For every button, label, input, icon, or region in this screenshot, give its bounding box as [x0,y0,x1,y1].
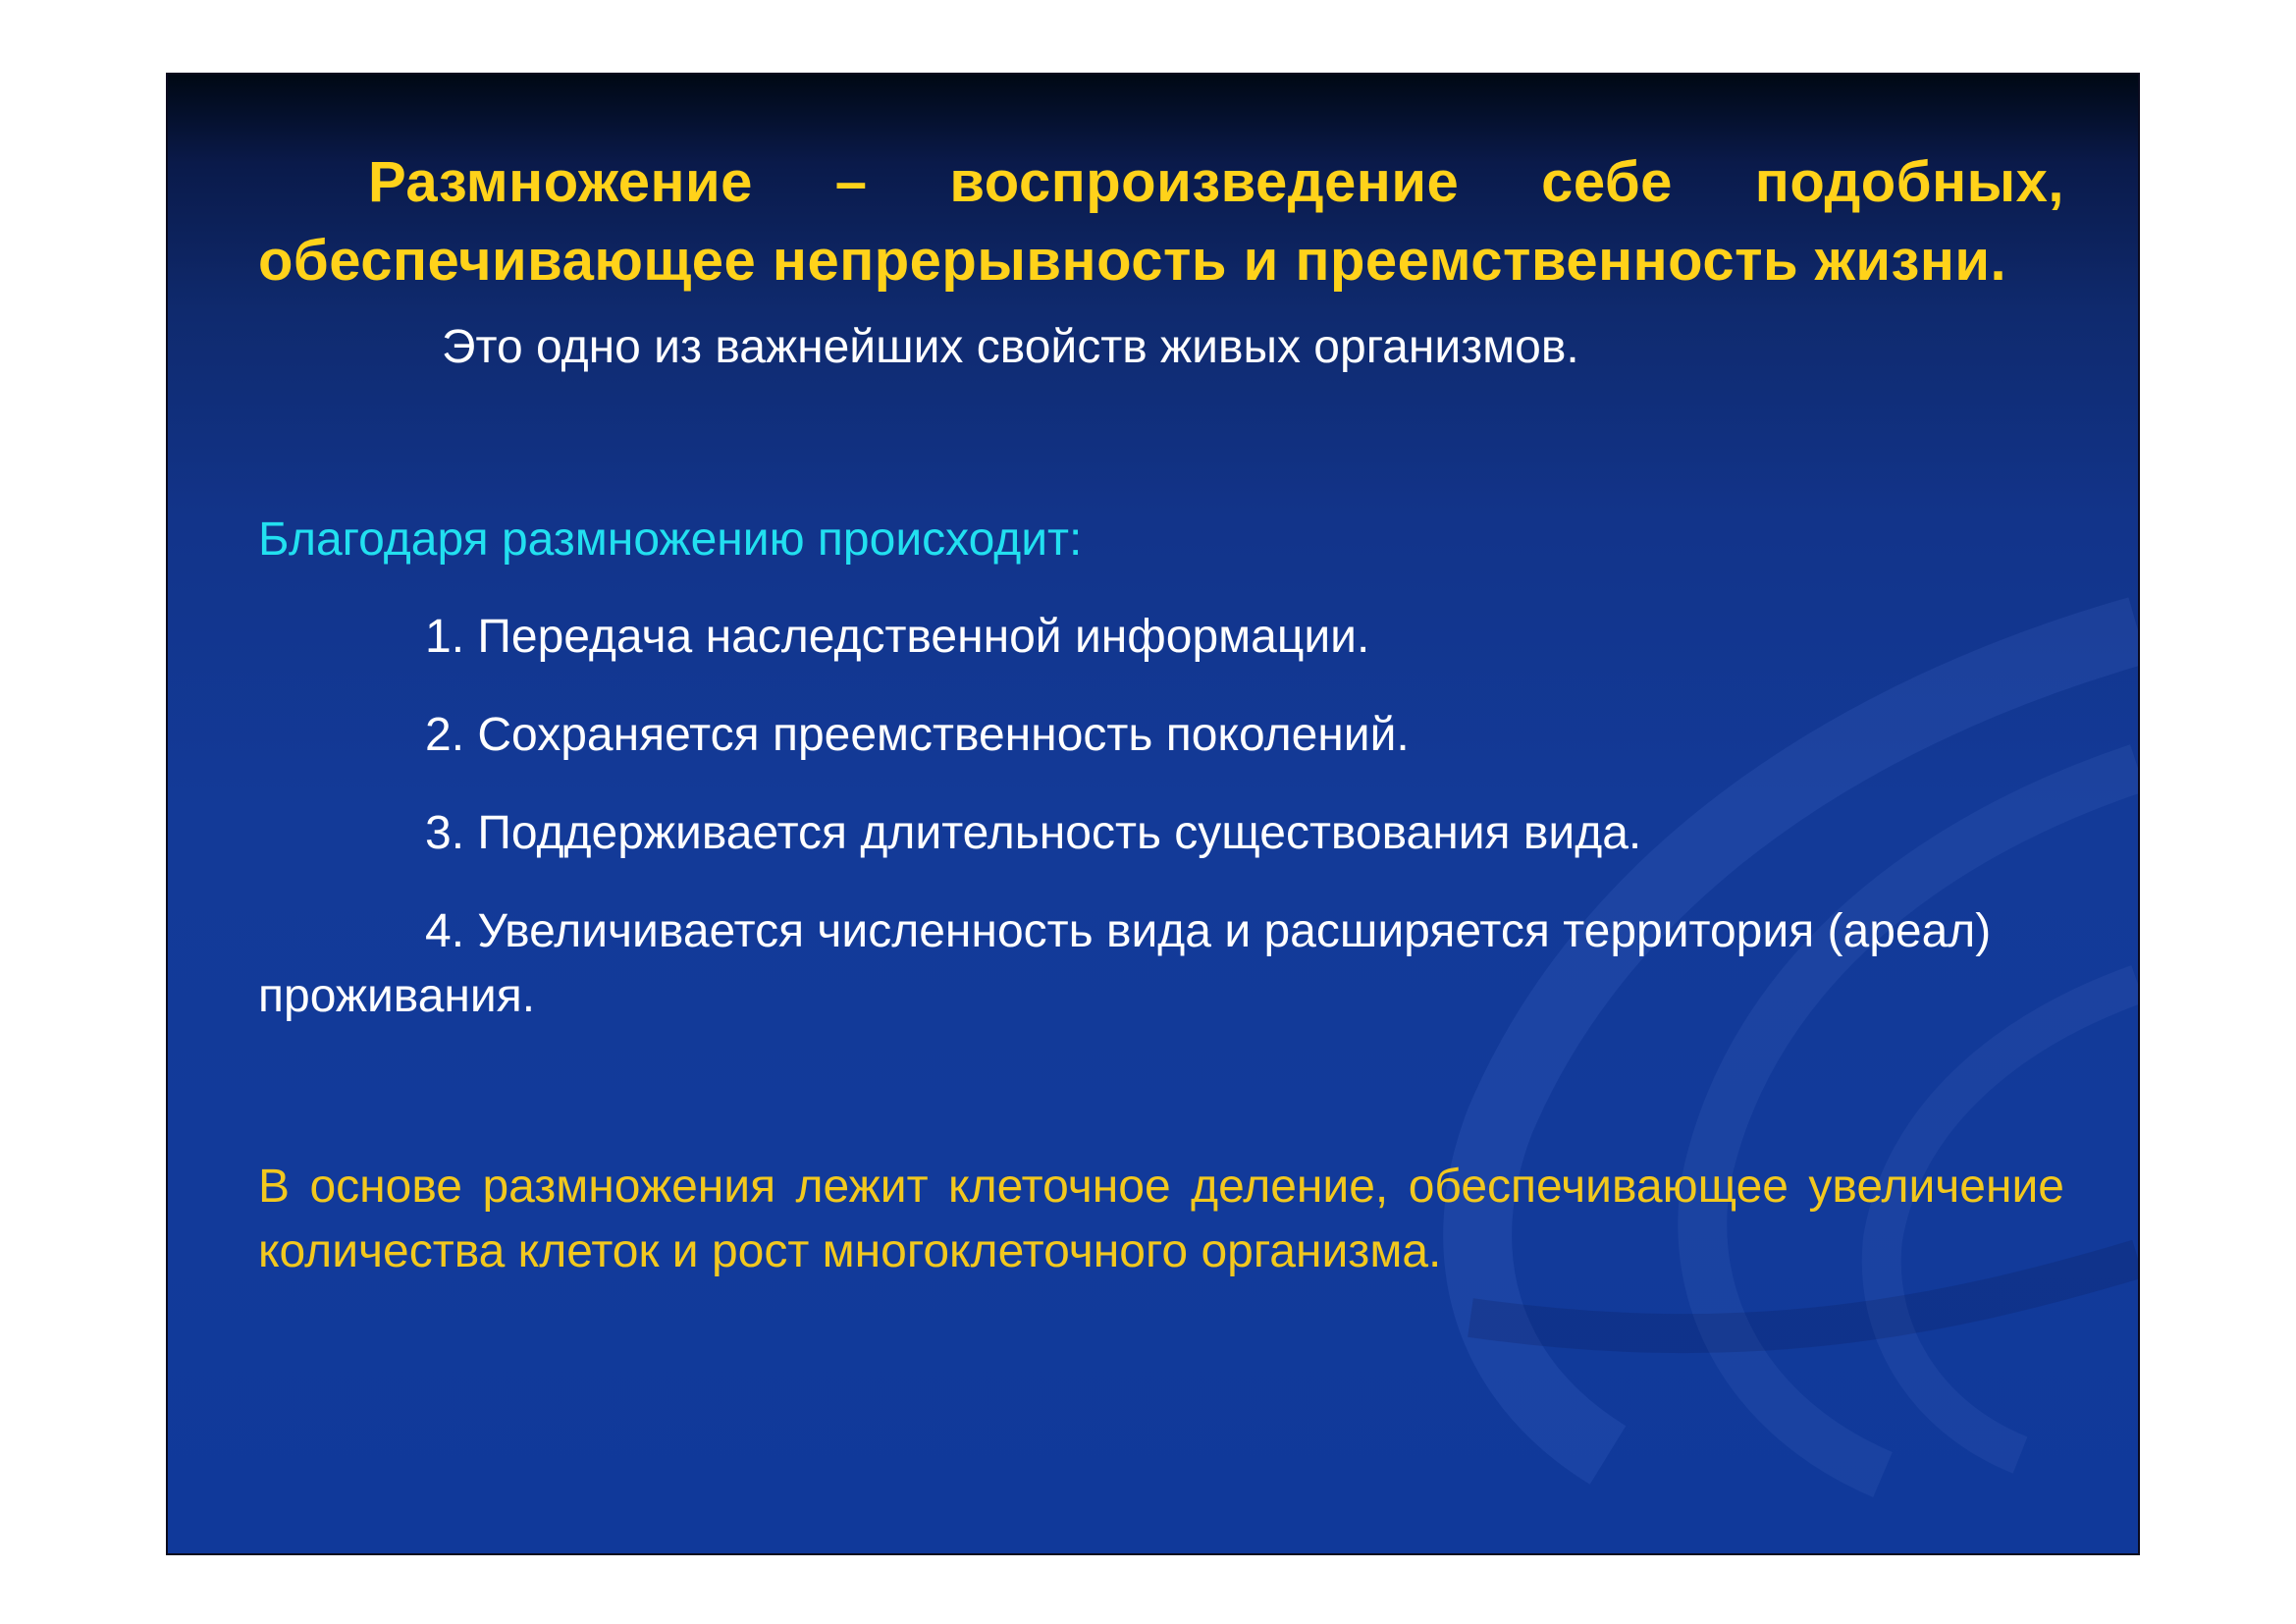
consequences-list [258,605,2064,1029]
list-item: 1. Передача наследственной информации. [425,611,1370,663]
slide-content [258,143,2064,1284]
slide-subtitle: Это одно из важнейших свойств живых организмов. [442,321,1579,373]
list-lead: Благодаря размножению происходит: [258,514,1083,566]
list-item: 2. Сохраняется преемственность поколений. [425,709,1410,761]
list-item: 3. Поддерживается длительность существования вида. [425,807,1642,859]
slide-heading: Размножение – воспроизведение себе подобных, обеспечивающее непрерывность и преемственность жизни. [258,150,2064,293]
slide-footer-note: В основе размножения лежит клеточное деление, обеспечивающее увеличение количества клеток и рост многоклеточного организма. [258,1161,2064,1277]
slide [166,73,2140,1555]
list-item: 4. Увеличивается численность вида и расширяется территория (ареал) проживания. [258,905,1992,1022]
